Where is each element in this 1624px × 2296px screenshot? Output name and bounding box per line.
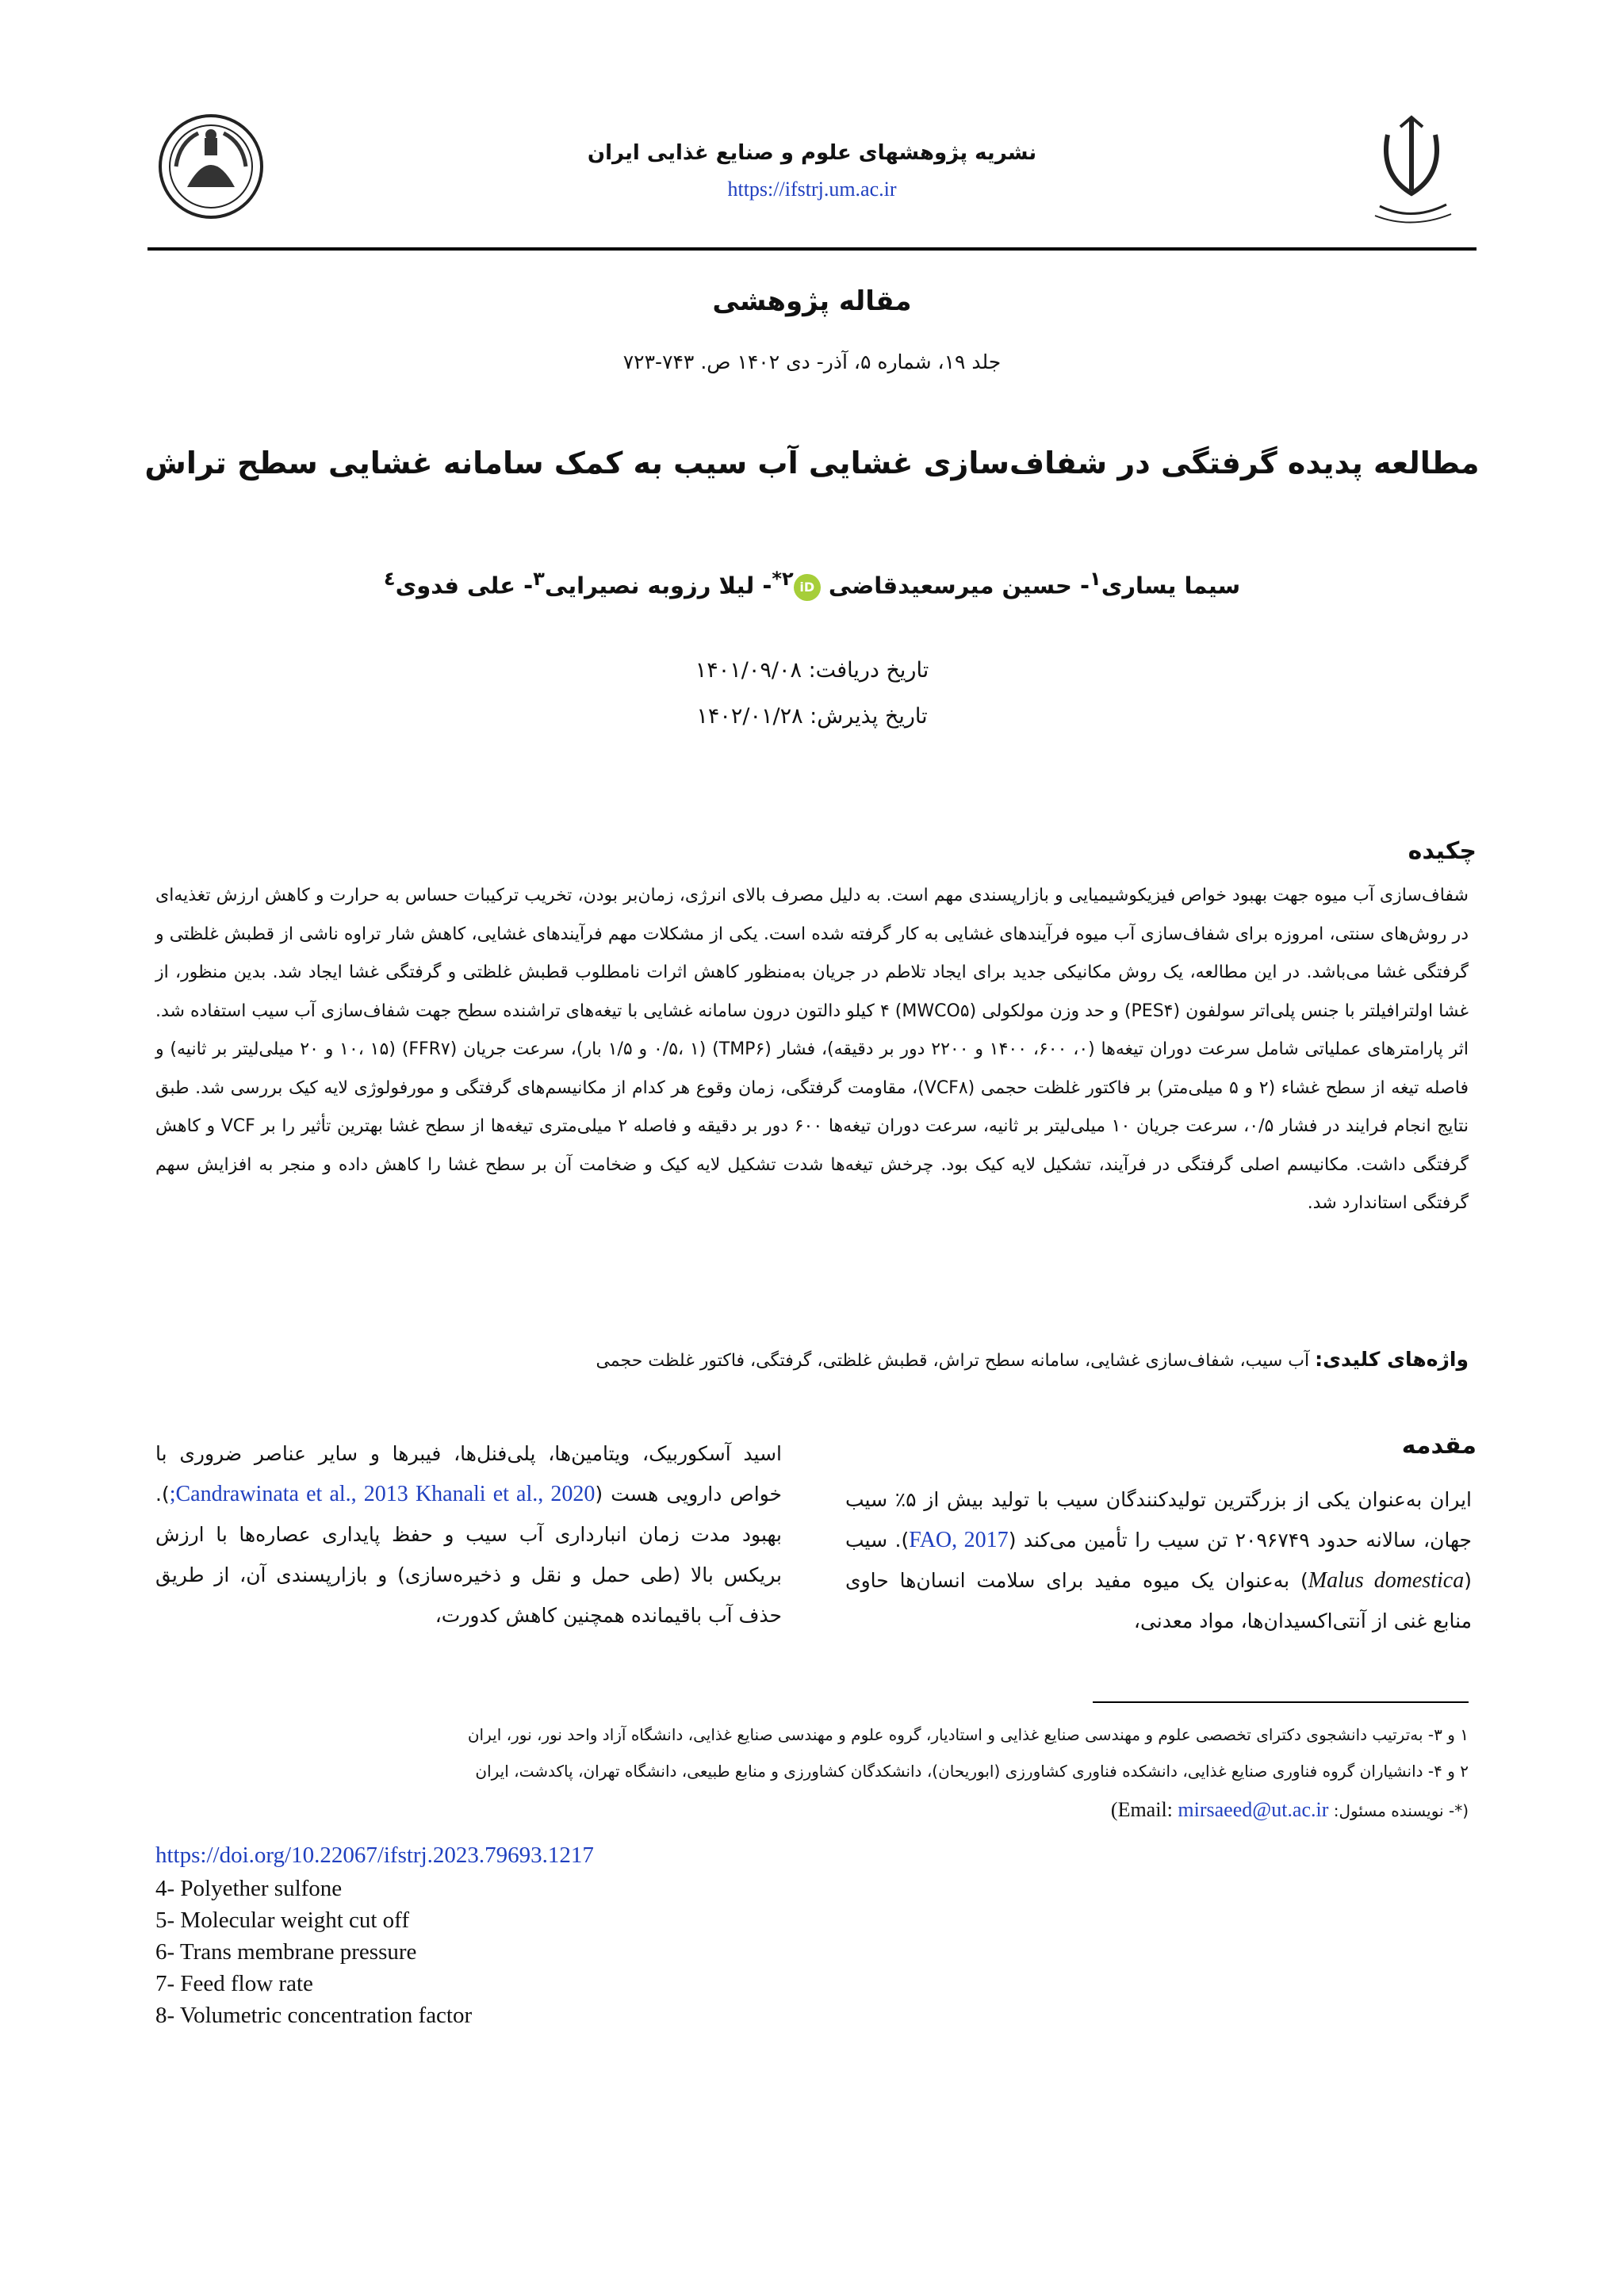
ferdowsi-university-logo-icon [1364, 111, 1459, 230]
author-1-affiliation: ۱ [1090, 568, 1101, 590]
intro-column-right [845, 1479, 1472, 1641]
author-1: سیما یساری [1101, 572, 1241, 599]
english-footnotes [155, 1873, 472, 2031]
doi-link[interactable]: https://doi.org/10.22067/ifstrj.2023.79693.1217 [155, 1843, 594, 1868]
email-link[interactable]: mirsaeed@ut.ac.ir [1178, 1798, 1329, 1821]
intro-text: ). بهبود مدت زمان انبارداری آب سیب و حفظ پایداری عصاره‌ها با ارزش بریکس بالا (طی حمل و نقل و ذخیره‌سازی) و بازارپسندی آن، از طریق حذف آب باقیمانده همچنین کاهش کدورت، [155, 1483, 782, 1627]
keywords [155, 1348, 1469, 1371]
article-type: مقاله پژوهشی [712, 285, 912, 317]
author-3: - لیلا رزوبه نصیرایی [544, 572, 772, 599]
author-4-affiliation: ٤ [383, 568, 396, 590]
footnote-affiliation-1: ۱ و ۳- به‌ترتیب دانشجوی دکترای تخصصی علوم و مهندسی صنایع غذایی و استادیار، گروه علوم و مهندسی صنایع غذایی، دانشگاه آزاد واحد نور، نور، ایران [467, 1725, 1469, 1744]
citation-link[interactable]: FAO, 2017 [909, 1528, 1009, 1552]
citation-link[interactable]: Candrawinata et al., 2013 Khanali et al., 2020; [169, 1482, 596, 1506]
footnote-corresponding [155, 1798, 1469, 1822]
english-footnote: 5- Molecular weight cut off [155, 1908, 409, 1933]
keywords-label: واژه‌های کلیدی: [1315, 1348, 1469, 1371]
english-footnote: 8- Volumetric concentration factor [155, 2003, 473, 2028]
orcid-icon[interactable]: iD [794, 574, 821, 601]
intro-text: اسید آسکوربیک، ویتامین‌ها، پلی‌فنل‌ها، فیبرها و سایر عناصر ضروری با خواص دارویی هست ( [155, 1442, 783, 1506]
footnote-affiliation-2: ۲ و ۴- دانشیاران گروه فناوری صنایع غذایی، دانشکده فناوری کشاورزی (ابوریحان)، دانشکدگان کشاورزی و منابع طبیعی، دانشگاه تهران، پاکدشت، ایران [475, 1762, 1469, 1781]
volume-info: جلد ۱۹، شماره ۵، آذر- دی ۱۴۰۲ ص. ۷۴۳-۷۲۳ [622, 350, 1002, 373]
journal-url-link[interactable]: https://ifstrj.um.ac.ir [727, 178, 897, 201]
abstract-text: شفاف‌سازی آب میوه جهت بهبود خواص فیزیکوشیمیایی و بازارپسندی مهم است. به دلیل مصرف بالای انرژی، زمان‌بر بودن، تخریب ترکیبات حساس به حرارت و کاهش ارزش تغذیه‌ای در روش‌های سنتی، امروزه برای شفاف‌سازی آب میوه فرآیندهای غشایی به کار گرفته شده است. یکی از مشکلات مهم فرآیندهای غشایی، کاهش شار تراوه ناشی از قطبش غلظتی و گرفتگی غشا می‌باشد. در این مطالعه، یک روش مکانیکی جدید برای ایجاد تلاطم در جریان به‌منظور کاهش اثرات نامطلوب قطبش غلظتی و گرفتگی غشا ایجاد شد. بدین منظور، از غشا اولترافیلتر با جنس پلی‌اتر سولفون (PES۴) و حد وزن مولکولی (MWCO۵) ۴ کیلو دالتون درون سامانه غشایی با تیغه‌های تراشنده سطح جهت شفاف‌سازی آب سیب استفاده شد. اثر پارامترهای عملیاتی شامل سرعت دوران تیغه‌ها (۰، ۶۰۰، ۱۴۰۰ و ۲۲۰۰ دور بر دقیقه)، فشار (TMP۶) (۰/۵، ۱ و ۱/۵ بار)، سرعت جریان (FFR۷) (۱۰، ۱۵ و ۲۰ میلی‌لیتر بر ثانیه) و فاصله تیغه از سطح غشاء (۲ و ۵ میلی‌متر) بر فاکتور غلظت حجمی (VCF۸)، مقاومت گرفتگی، زمان وقوع هر کدام از مکانیسم‌های گرفتگی و مورفولوژی لایه کیک بررسی شد. طبق نتایج انجام فرایند در فشار ۰/۵، سرعت جریان ۱۰ میلی‌لیتر بر ثانیه، سرعت دوران تیغه‌ها ۶۰۰ دور بر دقیقه و فاصله ۲ میلی‌متری تیغه‌ها از سطح غشا بهترین تأثیر را بر VCF و کاهش گرفتگی داشت. مکانیسم اصلی گرفتگی در فرآیند، تشکیل لایه کیک بود. چرخش تیغه‌ها شدت تشکیل لایه کیک و ضخامت آن بر سطح غشا را کاهش داده و منجر به افزایش سهم گرفتگی استاندارد شد. [155, 886, 1469, 1213]
header-divider [147, 247, 1477, 251]
journal-title: نشریه پژوهشهای علوم و صنایع غذایی ایران [587, 141, 1037, 165]
english-footnote: 4- Polyether sulfone [155, 1876, 343, 1901]
intro-text: ). سیب ( [845, 1529, 1472, 1592]
intro-text: ) به‌عنوان یک میوه مفید برای سلامت انسان‌ها حاوی منابع غنی از آنتی‌اکسیدان‌ها، مواد معدنی، [845, 1569, 1472, 1632]
university-seal-icon [155, 111, 266, 222]
email-label: Email: [1117, 1798, 1173, 1821]
author-4: - علی فدوی [395, 572, 534, 599]
english-footnote: 6- Trans membrane pressure [155, 1939, 417, 1965]
received-date: تاریخ دریافت: ۱۴۰۱/۰۹/۰۸ [695, 658, 929, 683]
accepted-date: تاریخ پذیرش: ۱۴۰۲/۰۱/۲۸ [696, 704, 928, 729]
author-2: - حسین میرسعیدقاضی [828, 572, 1090, 599]
abstract-heading: چکیده [1408, 837, 1477, 865]
author-2-affiliation: ۲* [772, 568, 794, 590]
paper-title: مطالعه پدیده گرفتگی در شفاف‌سازی غشایی آب سیب به کمک سامانه غشایی سطح تراش [144, 446, 1480, 480]
author-3-affiliation: ۳ [533, 568, 545, 590]
introduction-heading: مقدمه [1401, 1432, 1477, 1460]
footnote-divider [1093, 1701, 1469, 1703]
keywords-list: آب سیب، شفاف‌سازی غشایی، سامانه سطح تراش، قطبش غلظتی، گرفتگی، فاکتور غلظت حجمی [596, 1351, 1310, 1371]
author-list [0, 568, 1624, 601]
email-block: (Email: mirsaeed@ut.ac.ir [1110, 1798, 1329, 1821]
intro-column-left [155, 1433, 782, 1636]
intro-text: ایران به‌عنوان یکی از بزرگترین تولیدکنندگان سیب با تولید بیش از ۵٪ سیب جهان، سالانه حدود ۲۰۹۶۷۴۹ تن سیب را تأمین می‌کند ( [845, 1488, 1473, 1552]
english-footnote: 7- Feed flow rate [155, 1971, 313, 1996]
corresponding-label: (*- نویسنده مسئول: [1333, 1801, 1469, 1820]
species-name: Malus domestica [1308, 1568, 1465, 1593]
